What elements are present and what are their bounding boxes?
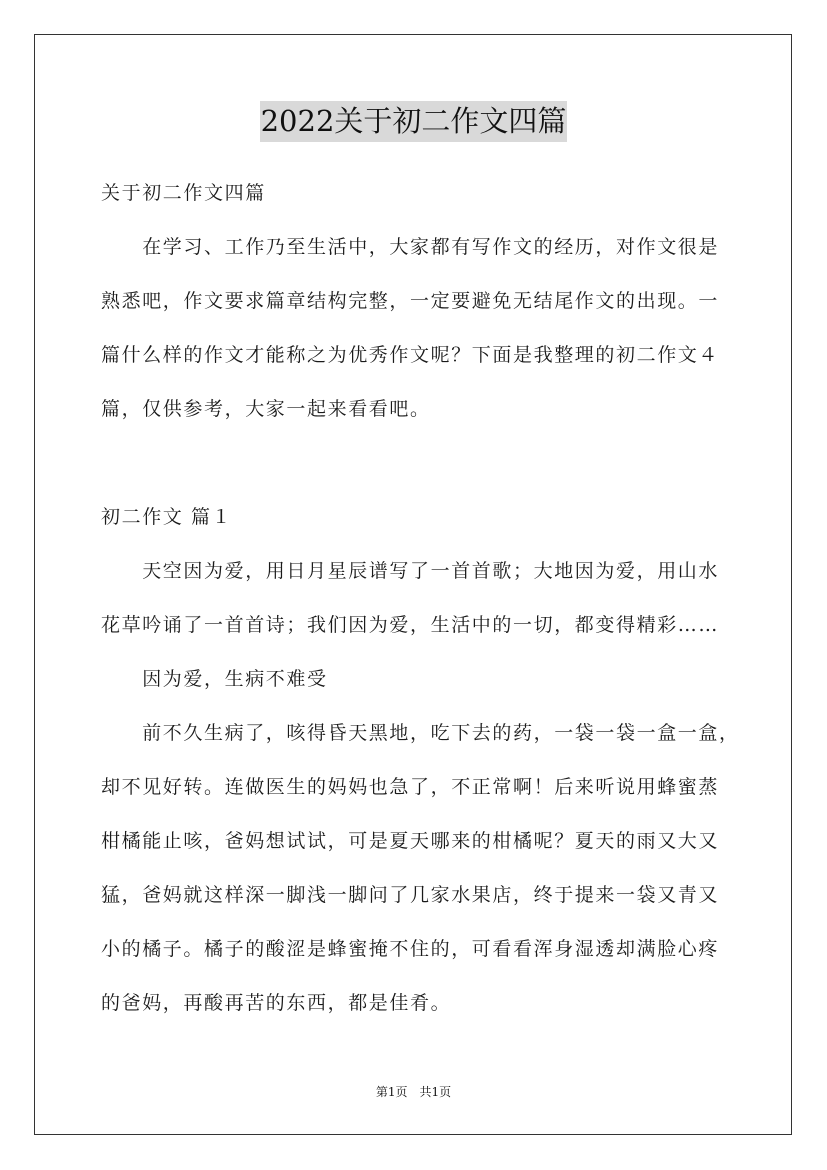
document-line: 猛，爸妈就这样深一脚浅一脚问了几家水果店，终于提来一袋又青又 [101, 884, 720, 906]
document-line: 熟悉吧，作文要求篇章结构完整，一定要避免无结尾作文的出现。一 [101, 290, 720, 312]
document-line: 在学习、工作乃至生活中，大家都有写作文的经历，对作文很是 [101, 236, 720, 258]
document-line: 却不见好转。连做医生的妈妈也急了，不正常啊！后来听说用蜂蜜蒸 [101, 776, 720, 798]
document-line: 花草吟诵了一首首诗；我们因为爱，生活中的一切，都变得精彩…… [101, 614, 720, 636]
document-title: 2022关于初二作文四篇 [260, 101, 568, 142]
document-line: 柑橘能止咳，爸妈想试试，可是夏天哪来的柑橘呢？夏天的雨又大又 [101, 830, 720, 852]
document-line: 前不久生病了，咳得昏天黑地，吃下去的药，一袋一袋一盒一盒， [101, 722, 740, 744]
page-footer: 第1页 共1页 [375, 1085, 452, 1099]
document-line: 篇什么样的作文才能称之为优秀作文呢？下面是我整理的初二作文４ [101, 344, 720, 366]
document-line: 天空因为爱，用日月星辰谱写了一首首歌；大地因为爱，用山水 [101, 560, 720, 582]
document-line: 因为爱，生病不难受 [101, 668, 328, 690]
document-line: 关于初二作文四篇 [101, 182, 266, 204]
document-line: 小的橘子。橘子的酸涩是蜂蜜掩不住的，可看看浑身湿透却满脸心疼 [101, 938, 720, 960]
title-container [0, 101, 827, 142]
document-line: 篇，仅供参考，大家一起来看看吧。 [101, 398, 431, 420]
section-heading: 初二作文 篇１ [101, 506, 233, 528]
document-line: 的爸妈，再酸再苦的东西，都是佳肴。 [101, 992, 452, 1014]
